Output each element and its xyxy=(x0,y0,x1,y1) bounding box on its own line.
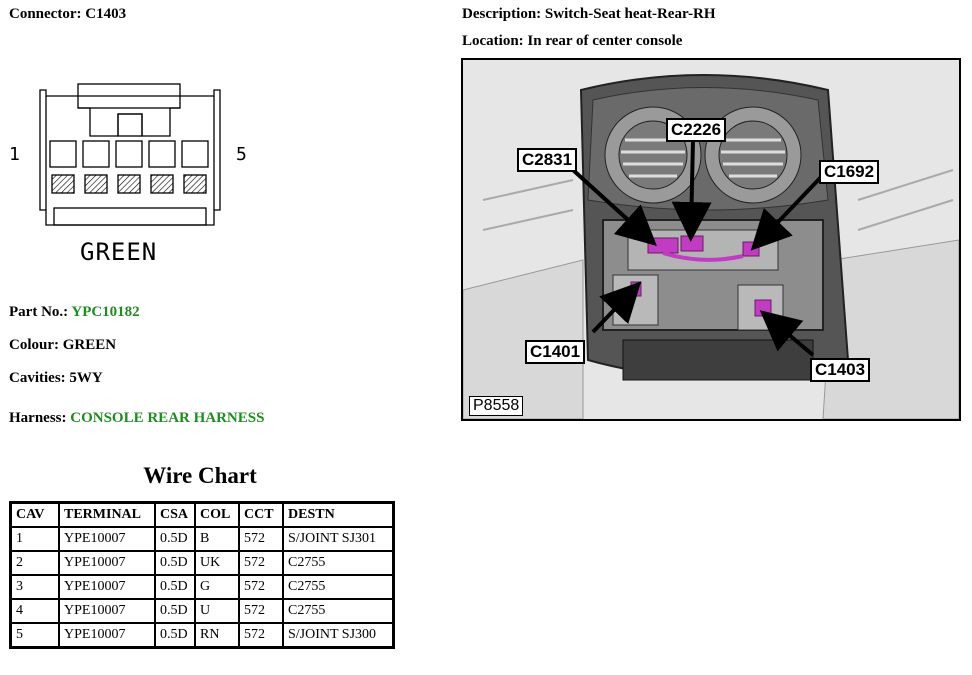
cell-terminal: YPE10007 xyxy=(59,599,155,623)
cell-terminal: YPE10007 xyxy=(59,623,155,648)
col-csa-header: CSA xyxy=(155,503,195,528)
callout-c1403: C1403 xyxy=(810,358,870,382)
cell-cav: 1 xyxy=(11,527,60,551)
part-no-label: Part No.: xyxy=(9,304,69,320)
description-line xyxy=(462,6,716,23)
cell-col: RN xyxy=(195,623,239,648)
harness-line xyxy=(9,410,264,427)
table-row xyxy=(11,623,394,648)
cell-csa: 0.5D xyxy=(155,599,195,623)
cell-csa: 0.5D xyxy=(155,527,195,551)
col-destn-header: DESTN xyxy=(283,503,394,528)
cavity-row xyxy=(50,141,208,167)
wire-chart-table xyxy=(9,501,395,649)
harness-label: Harness: xyxy=(9,410,67,426)
location-value: In rear of center console xyxy=(527,33,683,49)
connector-label: Connector: xyxy=(9,6,82,22)
cell-csa: 0.5D xyxy=(155,623,195,648)
cell-cav: 3 xyxy=(11,575,60,599)
description-label: Description: xyxy=(462,6,542,22)
cavities-line xyxy=(9,370,103,387)
cell-cav: 2 xyxy=(11,551,60,575)
col-cav-header: CAV xyxy=(11,503,60,528)
cavities-value: 5WY xyxy=(69,370,103,386)
cell-col: U xyxy=(195,599,239,623)
callout-c1692: C1692 xyxy=(819,160,879,184)
col-col-header: COL xyxy=(195,503,239,528)
cavities-label: Cavities: xyxy=(9,370,66,386)
cell-col: B xyxy=(195,527,239,551)
part-no-value[interactable]: YPC10182 xyxy=(71,304,140,320)
colour-line xyxy=(9,337,116,354)
pin-5-label: 5 xyxy=(236,144,247,165)
colour-label: Colour: xyxy=(9,337,59,353)
connector-face-diagram xyxy=(6,78,256,278)
location-label: Location: xyxy=(462,33,524,49)
location-line xyxy=(462,33,682,50)
cell-terminal: YPE10007 xyxy=(59,575,155,599)
col-cct-header: CCT xyxy=(239,503,283,528)
pin-1-label: 1 xyxy=(9,144,20,165)
cell-terminal: YPE10007 xyxy=(59,527,155,551)
cell-terminal: YPE10007 xyxy=(59,551,155,575)
diagram-colour-text: GREEN xyxy=(80,238,158,266)
cell-destn: C2755 xyxy=(283,575,394,599)
callout-c2226: C2226 xyxy=(666,118,726,142)
connector-line xyxy=(9,6,126,23)
cell-cct: 572 xyxy=(239,527,283,551)
callout-c2831: C2831 xyxy=(517,148,577,172)
connector-value: C1403 xyxy=(85,6,127,22)
figure-reference: P8558 xyxy=(469,396,523,416)
cell-cav: 5 xyxy=(11,623,60,648)
cell-cct: 572 xyxy=(239,551,283,575)
col-terminal-header: TERMINAL xyxy=(59,503,155,528)
cell-col: G xyxy=(195,575,239,599)
cell-destn: S/JOINT SJ301 xyxy=(283,527,394,551)
table-row xyxy=(11,527,394,551)
location-illustration xyxy=(461,58,961,421)
cell-cav: 4 xyxy=(11,599,60,623)
cell-cct: 572 xyxy=(239,599,283,623)
cell-csa: 0.5D xyxy=(155,551,195,575)
harness-value[interactable]: CONSOLE REAR HARNESS xyxy=(70,410,265,426)
table-row xyxy=(11,599,394,623)
description-value: Switch-Seat heat-Rear-RH xyxy=(544,6,716,22)
cell-cct: 572 xyxy=(239,623,283,648)
table-row xyxy=(11,575,394,599)
terminal-row xyxy=(52,175,206,193)
callout-c1401: C1401 xyxy=(525,340,585,364)
wire-chart-title: Wire Chart xyxy=(143,463,257,488)
part-no-line xyxy=(9,304,140,321)
cell-destn: S/JOINT SJ300 xyxy=(283,623,394,648)
table-row xyxy=(11,551,394,575)
cell-destn: C2755 xyxy=(283,599,394,623)
cell-cct: 572 xyxy=(239,575,283,599)
cell-col: UK xyxy=(195,551,239,575)
table-header-row xyxy=(11,503,394,528)
cell-destn: C2755 xyxy=(283,551,394,575)
colour-value: GREEN xyxy=(62,337,117,353)
cell-csa: 0.5D xyxy=(155,575,195,599)
